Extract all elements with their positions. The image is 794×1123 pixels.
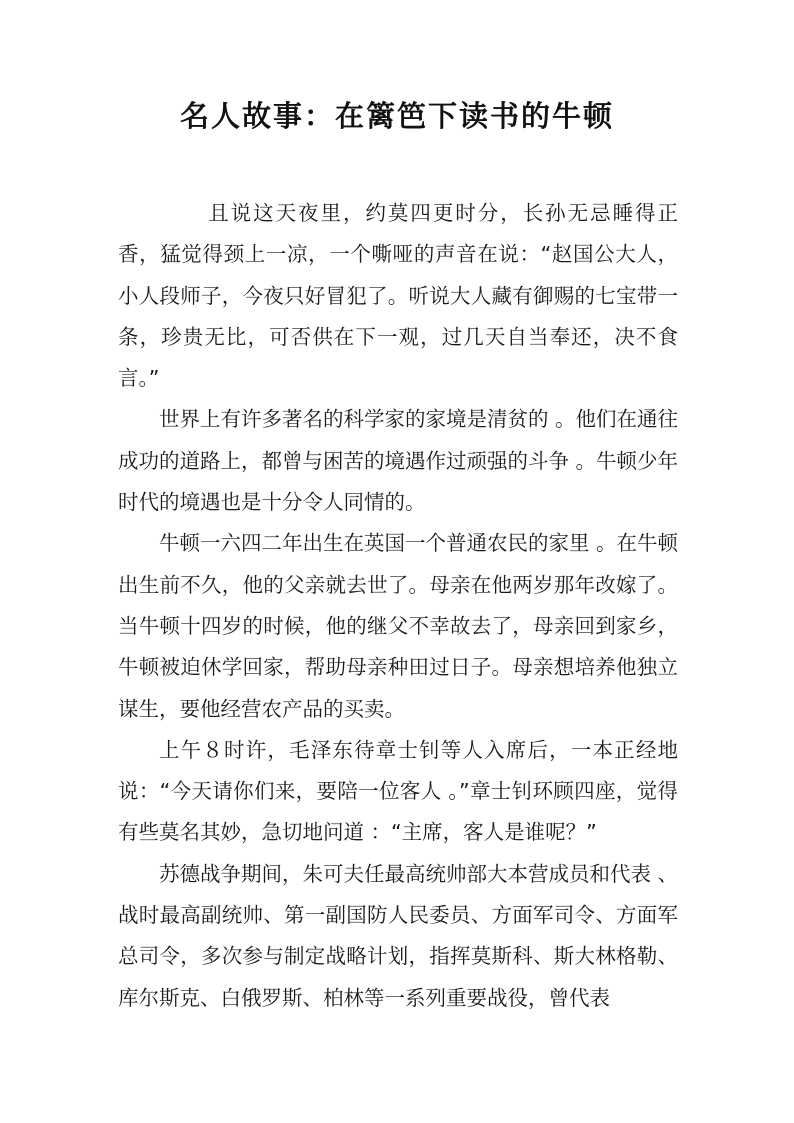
paragraph-1: 且说这天夜里，约莫四更时分，长孙无忌睡得正香，猛觉得颈上一凉，一个嘶哑的声音在说：“赵国公大人，小人段师子，今夜只好冒犯了。听说大人藏有御赐的七宝带一条，珍贵无比，可否供在下一观，过几天自当奉还，决不食言。” — [118, 201, 678, 391]
document-body — [118, 193, 678, 1019]
paragraph-3: 牛顿一六四二年出生在英国一个普通农民的家里 。在牛顿出生前不久，他的父亲就去世了。母亲在他两岁那年改嫁了。当牛顿十四岁的时候，他的继父不幸故去了，母亲回到家乡，牛顿被迫休学回家，帮助母亲种田过日子。母亲想培养他独立谋生，要他经营农产品的买卖。 — [118, 531, 679, 721]
paragraph-5: 苏德战争期间，朱可夫任最高统帅部大本营成员和代表 、战时最高副统帅、第一副国防人民委员、方面军司令、方面军总司令，多次参与制定战略计划，指挥莫斯科、斯大林格勒、库尔斯克、白俄罗斯、柏林等一系列重要战役，曾代表 — [118, 861, 679, 1010]
document-title: 名人故事：在篱笆下读书的牛顿 — [179, 99, 614, 133]
paragraph-4: 上午８时许，毛泽东待章士钊等人入席后，一本正经地说：“今天请你们来，要陪一位客人 。”章士钊环顾四座，觉得有些莫名其妙，急切地问道 ：“主席，客人是谁呢？” — [118, 737, 678, 845]
paragraph-2: 世界上有许多著名的科学家的家境是清贫的 。他们在通往成功的道路上，都曾与困苦的境遇作过顽强的斗争 。牛顿少年时代的境遇也是十分令人同情的。 — [118, 407, 679, 515]
